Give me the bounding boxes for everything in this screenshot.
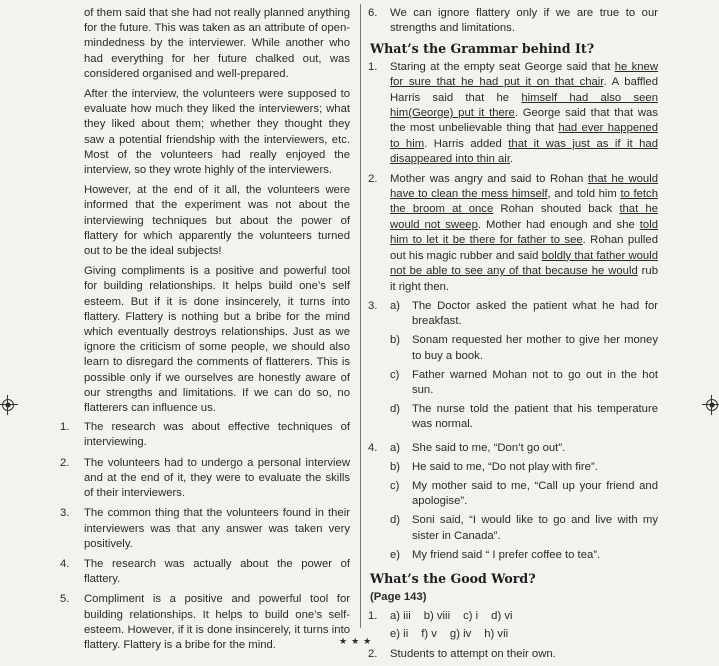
answer-item: 4. The research was actually about the power of flattery. (60, 557, 350, 586)
grammar-answer-2: 2. Mother was angry and said to Rohan that he would have to clean the mess himself, and told him to fetch the broom at once Rohan shouted back that he would not sweep. Mother had enough and she told him to let it be there for father to see. Rohan pulled out his magic rubber and said boldly that father would not be able to see any of that because he would rub it right then. (368, 172, 659, 293)
sub-item: c) Father warned Mohan not to go out in the hot sun. (390, 368, 658, 396)
registration-mark-right-icon (706, 399, 718, 411)
grammar-answer-3: 3. a) The Doctor asked the patient what he had for breakfast. b) Sonam requested her mother to give her money to buy a book. c) Father warned Mohan not to go out in the hot sun. d) The nurse told the patient that his temperature was normal. (368, 299, 658, 437)
answer-item: 1. The research was about effective techniques of interviewing. (60, 421, 350, 449)
answer-item-6: 6. We can ignore flattery only if we are true to our strengths and limitations. (368, 7, 658, 35)
answer-item: 2. The volunteers had to undergo a personal interview and at the end of it, they were to evaluate the skills of their interviewers. (60, 456, 350, 500)
page-reference: (Page 143) (370, 590, 427, 603)
grammar-answer-4: 4. a) She said to me, “Don’t go out”. b) He said to me, “Do not play with fire”. c) My mother said to me, “Call up your friend and apologise”. d) Soni said, “I would like to go and live with my sister in Canada”. e) My friend said “ I prefer coffee to tea”. (368, 441, 658, 567)
word-row: a) iii b) viii c) i d) vi (390, 609, 513, 622)
sub-item: d) The nurse told the patient that his temperature was normal. (390, 403, 658, 431)
column-divider (360, 4, 361, 628)
paragraph: Giving compliments is a positive and powerful tool for building relationships. It helps build one’s self esteem. But if it is done insincerely, it turns into flattery. Flattery is nothing but a bribe for the mind which eventually destroys relationships. Just as we ignore the criticism of some people, we should also learn to disregard the comments of flatterers. This is possible only if we ourselves are honestly aware of our strengths and limitations. If we can do so, no flatterers can influence us. (84, 265, 350, 415)
sub-item: b) Sonam requested her mother to give her money to buy a book. (390, 334, 658, 362)
right-column (368, 6, 658, 666)
paragraph: of them said that she had not really planned anything for the future. This was taken as an attribute of open-mindedness by the interviewer. While another who had everything for her future chalked out, was considered organised and well-prepared. (84, 7, 350, 80)
registration-mark-left-icon (2, 399, 14, 411)
sub-item: c) My mother said to me, “Call up your friend and apologise”. (390, 479, 658, 508)
paragraph: However, at the end of it all, the volunteers were informed that the experiment was not about the interviewing techniques but about the power of flattery for which apparently the volunteers turned out to be the ideal subjects! (84, 184, 350, 258)
word-answer-1: 1. a) iii b) viii c) i d) vi e) ii f) v g) iv h) vii (368, 609, 658, 643)
sub-item: b) He said to me, “Do not play with fire”. (390, 460, 598, 473)
sub-item: e) My friend said “ I prefer coffee to tea”. (390, 548, 601, 561)
answer-item: 3. The common thing that the volunteers found in their interviewers was that any answer was taken very positively. (60, 507, 350, 550)
grammar-answer-1: 1. Staring at the empty seat George said that he knew for sure that he had put it on that chair. A baffled Harris said that he himself had also seen him(George) put it there. George said that that was the most unbelievable thing that had ever happened to him. Harris added that it was just as if it had disappeared into thin air. (368, 60, 659, 166)
sub-item: a) She said to me, “Don’t go out”. (390, 441, 566, 454)
word-answer-2: 2. Students to attempt on their own. (368, 647, 556, 660)
paragraph: After the interview, the volunteers were supposed to evaluate how much they liked the interviewers; what they liked about them; whether they thought they saw a potential friendship with the interviewers, etc. Most of the volunteers had really enjoyed the interview, so they wrote highly of the interviewers. (84, 88, 350, 177)
sub-item: a) The Doctor asked the patient what he had for breakfast. (390, 299, 658, 328)
good-word-heading: What’s the Good Word? (370, 570, 536, 586)
sub-item: d) Soni said, “I would like to go and live with my sister in Canada”. (390, 514, 658, 542)
grammar-heading: What’s the Grammar behind It? (370, 40, 595, 56)
word-row: e) ii f) v g) iv h) vii (390, 628, 509, 641)
left-column (60, 6, 350, 658)
answer-item: 5. Compliment is a positive and powerful tool for building relationships. It helps to build one’s self-esteem. However, if it is done insincerely, it turns into flattery. Flattery is a bribe for the mind. (60, 593, 350, 651)
page-end-stars-icon: ★★★ (339, 636, 376, 646)
